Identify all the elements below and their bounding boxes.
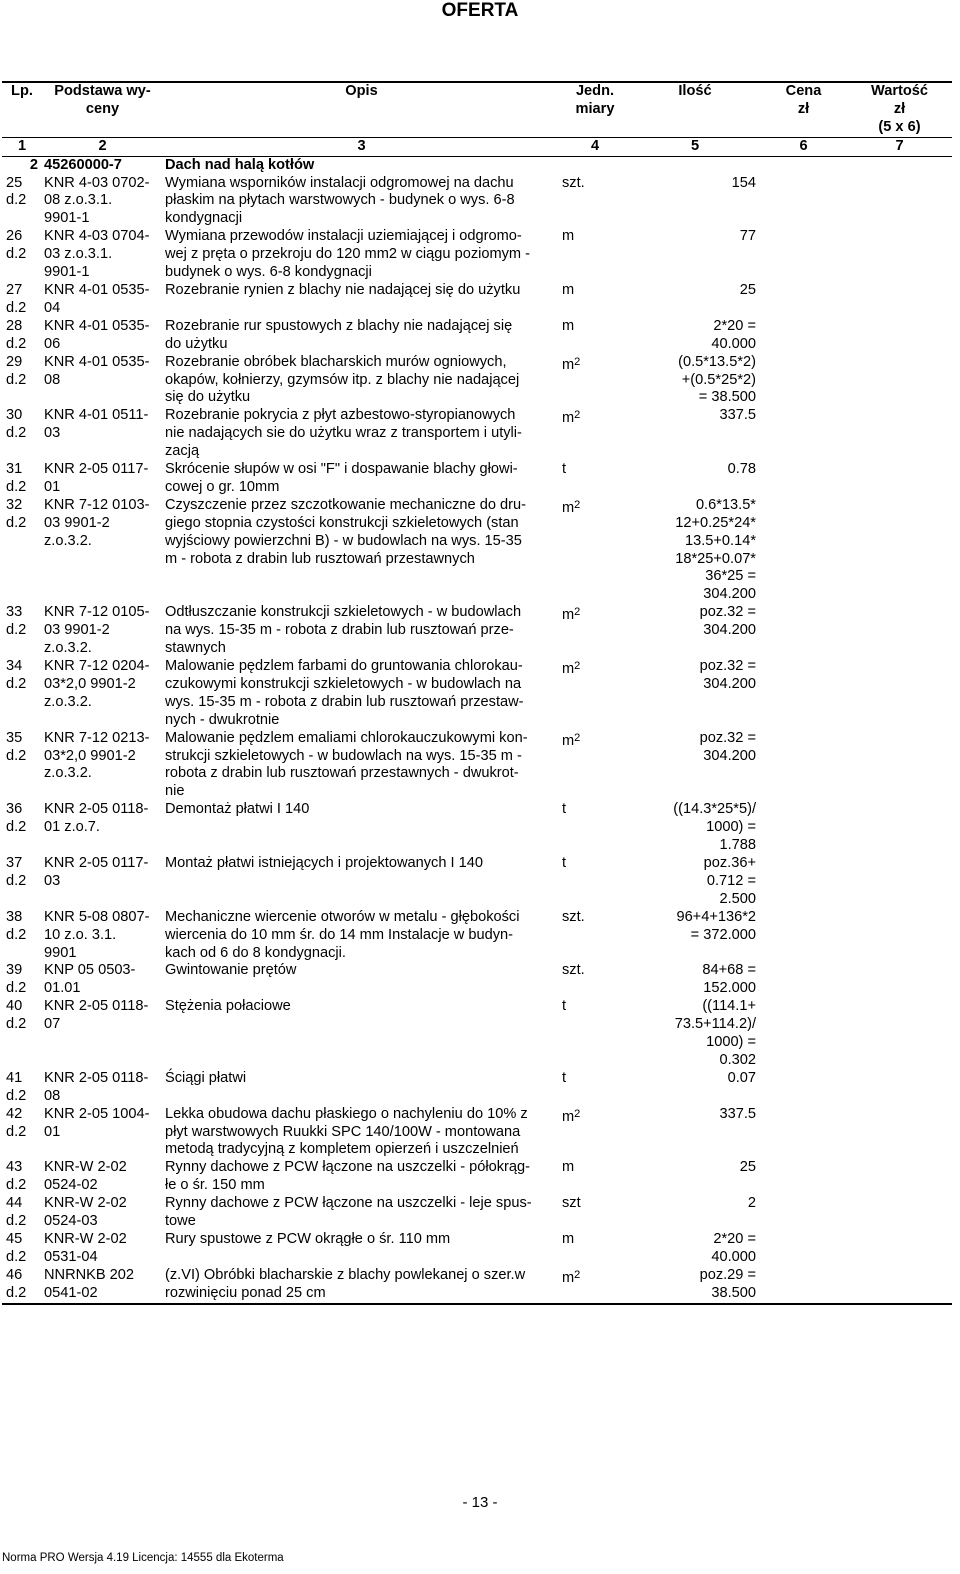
row-value xyxy=(847,497,952,604)
row-description: Gwintowanie prętów xyxy=(165,962,297,979)
row-lp: 27 d.2 xyxy=(6,281,27,316)
header-lp: Lp. xyxy=(2,82,42,137)
row-price xyxy=(760,1231,847,1267)
row-unit: $m^2$ xyxy=(562,606,581,624)
row-description: Odtłuszczanie konstrukcji szkieletowych - w budowlach na wys. 15-35 m - robota z drabin lub rusztowań prze- stawnych xyxy=(165,604,522,657)
row-value xyxy=(847,658,952,730)
row-price xyxy=(760,354,847,408)
header-description: Opis xyxy=(163,82,560,137)
row-value xyxy=(847,604,952,658)
row-price xyxy=(760,497,847,604)
table-row xyxy=(2,962,952,998)
row-base: KNR-W 2-02 0531-04 xyxy=(44,1231,127,1265)
row-quantity: poz.32 = 304.200 xyxy=(699,658,756,692)
row-description: Rury spustowe z PCW okrągłe o śr. 110 mm xyxy=(165,1231,451,1247)
row-lp: 41 d.2 xyxy=(6,1069,27,1104)
row-value xyxy=(847,1159,952,1195)
row-lp: 35 d.2 xyxy=(6,729,27,764)
row-price xyxy=(760,175,847,229)
section-code: 45260000-7 xyxy=(44,156,122,173)
row-unit: t xyxy=(562,998,567,1015)
row-description: Rozebranie obróbek blacharskich murów ogniowych, okapów, kołnierzy, gzymsów itp. z blachy nie nadającej się do użytku xyxy=(165,353,520,406)
table-row xyxy=(2,1195,952,1231)
table-row xyxy=(2,282,952,318)
row-lp: 43 d.2 xyxy=(6,1159,27,1194)
row-lp: 30 d.2 xyxy=(6,407,27,442)
row-lp: 42 d.2 xyxy=(6,1105,27,1140)
table-header-row xyxy=(2,82,952,137)
table-row xyxy=(2,604,952,658)
row-unit: t xyxy=(562,801,567,818)
table-row xyxy=(2,228,952,282)
row-value xyxy=(847,354,952,408)
row-price xyxy=(760,998,847,1070)
row-price xyxy=(760,730,847,802)
page-number: - 13 - xyxy=(462,1494,498,1511)
row-base: KNR 4-03 0704- 03 z.o.3.1. 9901-1 xyxy=(44,228,150,281)
row-unit: $m^2$ xyxy=(562,660,581,677)
row-quantity: 154 xyxy=(731,174,756,191)
row-base: KNR 7-12 0213- 03*2,0 9901-2 z.o.3.2. xyxy=(44,729,150,782)
table-row xyxy=(2,497,952,604)
row-price xyxy=(760,1159,847,1195)
row-lp: 32 d.2 xyxy=(6,496,27,531)
header-unit: Jedn. miary xyxy=(560,82,630,137)
row-lp: 46 d.2 xyxy=(2,1267,42,1304)
row-base: KNR 2-05 0118- 01 z.o.7. xyxy=(44,801,149,836)
row-unit: szt xyxy=(562,1195,581,1212)
row-price xyxy=(760,604,847,658)
row-unit: szt. xyxy=(562,962,585,979)
row-base: KNR 7-12 0105- 03 9901-2 z.o.3.2. xyxy=(44,604,150,657)
row-value xyxy=(847,1195,952,1231)
row-description: Malowanie pędzlem emaliami chlorokauczukowymi kon- strukcji szkieletowych - w budowlach na wys. 15-35 m - robota z drabin lub rusztowań przestawnych - dwukrot- nie xyxy=(165,729,528,800)
row-quantity: 25 xyxy=(739,1159,756,1176)
row-quantity: 0.07 xyxy=(727,1069,756,1086)
row-base: KNR 2-05 0117- 01 xyxy=(44,461,149,495)
row-quantity: 84+68 = 152.000 xyxy=(702,962,756,997)
row-price xyxy=(760,1195,847,1231)
row-value xyxy=(847,407,952,461)
table-row xyxy=(2,998,952,1070)
row-price xyxy=(760,1106,847,1160)
column-number: 4 xyxy=(560,137,630,156)
document-title: OFERTA xyxy=(441,0,519,21)
row-lp: 33 d.2 xyxy=(6,604,27,639)
row-description: Lekka obudowa dachu płaskiego o nachyleniu do 10% z płyt warstwowych Ruukki SPC 140/100W - montowana metodą tradycyjną z kompletem opierzeń i uszczelnień xyxy=(165,1105,528,1158)
column-number: 1 xyxy=(2,137,42,156)
row-price xyxy=(760,461,847,497)
row-description: Rozebranie rynien z blachy nie nadającej się do użytku xyxy=(165,281,521,298)
row-description: Demontaż płatwi I 140 xyxy=(165,801,310,818)
row-description: Wymiana wsporników instalacji odgromowej na dachu płaskim na płytach warstwowych - budynek o wys. 6-8 kondygnacji xyxy=(165,174,515,227)
header-base: Podstawa wy- ceny xyxy=(42,82,163,137)
row-value xyxy=(847,175,952,229)
row-quantity: 2 xyxy=(747,1195,756,1212)
row-value xyxy=(847,855,952,909)
row-quantity: (0.5*13.5*2) +(0.5*25*2) = 38.500 xyxy=(678,353,756,406)
row-quantity: 25 xyxy=(739,281,756,298)
column-number: 2 xyxy=(42,137,163,156)
header-price: Cena zł xyxy=(760,82,847,137)
row-quantity: 337.5 xyxy=(719,407,756,424)
row-quantity: poz.32 = 304.200 xyxy=(699,604,756,639)
row-value xyxy=(847,1231,952,1267)
table-row xyxy=(2,407,952,461)
row-quantity: ((114.1+ 73.5+114.2)/ 1000) = 0.302 xyxy=(674,998,756,1068)
row-lp: 36 d.2 xyxy=(6,801,27,836)
row-value xyxy=(847,730,952,802)
row-description: (z.VI) Obróbki blacharskie z blachy powlekanej o szer.w rozwinięciu ponad 25 cm xyxy=(163,1267,560,1304)
row-unit: $m^2$ xyxy=(562,1107,581,1125)
row-unit: m xyxy=(562,228,575,245)
row-description: Rozebranie rur spustowych z blachy nie nadającej się do użytku xyxy=(165,317,513,352)
table-row xyxy=(2,730,952,802)
row-price xyxy=(760,228,847,282)
row-price xyxy=(760,909,847,963)
row-base: KNR 4-01 0511- 03 xyxy=(44,407,149,442)
row-price xyxy=(760,318,847,354)
row-value xyxy=(847,1070,952,1106)
row-lp: 39 d.2 xyxy=(6,962,27,997)
row-base: KNR 4-01 0535- 06 xyxy=(44,317,150,352)
row-description: Rynny dachowe z PCW łączone na uszczelki - półokrąg- łe o śr. 150 mm xyxy=(165,1159,531,1194)
row-lp: 40 d.2 xyxy=(6,998,27,1033)
row-base: KNR 7-12 0204- 03*2,0 9901-2 z.o.3.2. xyxy=(44,658,150,710)
table-row xyxy=(2,801,952,855)
row-quantity: poz.32 = 304.200 xyxy=(699,729,756,764)
row-unit: t xyxy=(562,461,567,478)
row-value xyxy=(847,228,952,282)
footer-license: Norma PRO Wersja 4.19 Licencja: 14555 dla Ekoterma xyxy=(2,1552,284,1564)
row-unit: $m^2$ xyxy=(560,1267,630,1304)
row-unit: $m^2$ xyxy=(562,498,581,516)
row-price xyxy=(760,658,847,730)
row-quantity: 77 xyxy=(739,228,756,245)
row-quantity: poz.36+ 0.712 = 2.500 xyxy=(703,854,756,907)
row-value xyxy=(847,461,952,497)
row-description: Wymiana przewodów instalacji uziemiającej i odgromo- wej z pręta o przekroju do 120 mm2 w ciągu poziomym - budynek o wys. 6-8 kondygnacji xyxy=(165,228,530,281)
row-unit: szt. xyxy=(562,908,585,925)
row-base: KNR 2-05 0117- 03 xyxy=(44,854,149,889)
row-unit: $m^2$ xyxy=(562,731,581,749)
row-price xyxy=(760,855,847,909)
row-price xyxy=(760,407,847,461)
row-price xyxy=(760,801,847,855)
column-number-row xyxy=(2,137,952,156)
column-number: 5 xyxy=(630,137,760,156)
row-description: Mechaniczne wiercenie otworów w metalu - głębokości wiercenia do 10 mm śr. do 14 mm Instalacje w budyn- kach od 6 do 8 kondygnacji. xyxy=(165,908,520,961)
section-title: Dach nad halą kotłów xyxy=(165,156,315,173)
table-row xyxy=(2,461,952,497)
row-base: KNR 5-08 0807- 10 z.o. 3.1. 9901 xyxy=(44,908,150,961)
row-base: KNR-W 2-02 0524-03 xyxy=(44,1195,127,1230)
row-base: KNR 2-05 0118- 08 xyxy=(44,1069,149,1104)
row-base: KNP 05 0503- 01.01 xyxy=(44,962,136,997)
table-row xyxy=(2,318,952,354)
row-description: Rozebranie pokrycia z płyt azbestowo-styropianowych nie nadających sie do użytku wraz z transportem i utyli- zacją xyxy=(165,407,522,460)
row-price xyxy=(760,1267,847,1304)
row-base: KNR 4-01 0535- 04 xyxy=(44,281,150,316)
column-number: 6 xyxy=(760,137,847,156)
row-value xyxy=(847,998,952,1070)
row-lp: 38 d.2 xyxy=(6,908,27,943)
row-lp: 28 d.2 xyxy=(6,317,27,352)
column-number: 7 xyxy=(847,137,952,156)
row-value xyxy=(847,801,952,855)
row-quantity: 2*20 = 40.000 xyxy=(711,1231,756,1265)
row-unit: $m^2$ xyxy=(562,355,581,373)
row-description: Ściągi płatwi xyxy=(165,1069,247,1086)
row-unit: $m^2$ xyxy=(562,409,581,427)
offer-table xyxy=(2,81,952,1305)
row-lp: 45 d.2 xyxy=(6,1231,27,1265)
row-lp: 31 d.2 xyxy=(6,461,27,495)
row-value xyxy=(847,1106,952,1160)
row-unit: szt. xyxy=(562,174,585,191)
row-quantity: 96+4+136*2 = 372.000 xyxy=(676,908,756,943)
row-value xyxy=(847,962,952,998)
table-row xyxy=(2,855,952,909)
row-quantity: 0.78 xyxy=(727,461,756,478)
row-value xyxy=(847,282,952,318)
section-row xyxy=(2,156,952,174)
row-base: KNR 4-03 0702- 08 z.o.3.1. 9901-1 xyxy=(44,174,150,227)
row-quantity: ((14.3*25*5)/ 1000) = 1.788 xyxy=(673,801,756,854)
table-row xyxy=(2,658,952,730)
row-quantity: 0.6*13.5* 12+0.25*24* 13.5+0.14* 18*25+0.07* 36*25 = 304.200 xyxy=(675,496,756,603)
table-row xyxy=(2,1070,952,1106)
row-lp: 29 d.2 xyxy=(6,353,27,388)
row-price xyxy=(760,1070,847,1106)
row-base: KNR-W 2-02 0524-02 xyxy=(44,1159,127,1194)
row-quantity: 2*20 = 40.000 xyxy=(711,317,756,352)
row-unit: m xyxy=(562,1231,575,1247)
row-lp: 25 d.2 xyxy=(6,174,27,209)
table-row xyxy=(2,354,952,408)
row-base: KNR 7-12 0103- 03 9901-2 z.o.3.2. xyxy=(44,496,150,549)
row-unit: t xyxy=(562,1069,567,1086)
column-number: 3 xyxy=(163,137,560,156)
row-unit: t xyxy=(562,854,567,871)
header-value: Wartość zł (5 x 6) xyxy=(847,82,952,137)
row-lp: 37 d.2 xyxy=(6,854,27,889)
row-description: Rynny dachowe z PCW łączone na uszczelki - leje spus- towe xyxy=(165,1195,532,1230)
table-row xyxy=(2,175,952,229)
table-row xyxy=(2,1106,952,1160)
section-lp: 2 xyxy=(29,156,38,173)
row-price xyxy=(760,962,847,998)
row-description: Malowanie pędzlem farbami do gruntowania chlorokau- czukowymi konstrukcji szkieletowych - w budowlach na wys. 15-35 m - robota z drabin lub rusztowań przestaw- nych - dwukrotnie xyxy=(165,658,524,728)
table-row xyxy=(2,1231,952,1267)
table-row xyxy=(2,1267,952,1304)
row-description: Czyszczenie przez szczotkowanie mechaniczne do dru- giego stopnia czystości konstrukcji szkieletowych (stan wyjściowy powierzchni B) - w budowlach na wys. 15-35 m - robota z drabin lub rusztowań przestawnych xyxy=(165,496,526,567)
row-unit: m xyxy=(562,1159,575,1176)
row-price xyxy=(760,282,847,318)
row-description: Skrócenie słupów w osi "F" i dospawanie blachy głowi- cowej o gr. 10mm xyxy=(165,461,518,495)
row-description: Stężenia połaciowe xyxy=(165,998,291,1015)
row-unit: m xyxy=(562,281,575,298)
row-base: KNR 2-05 0118- 07 xyxy=(44,998,149,1033)
table-row xyxy=(2,909,952,963)
row-lp: 44 d.2 xyxy=(6,1195,27,1230)
row-value xyxy=(847,318,952,354)
row-value xyxy=(847,1267,952,1304)
row-unit: m xyxy=(562,317,575,334)
row-lp: 34 d.2 xyxy=(6,658,27,692)
row-base: NNRNKB 202 0541-02 xyxy=(42,1267,163,1304)
row-value xyxy=(847,909,952,963)
row-base: KNR 2-05 1004- 01 xyxy=(44,1105,150,1140)
row-description: Montaż płatwi istniejących i projektowanych I 140 xyxy=(165,854,483,871)
row-lp: 26 d.2 xyxy=(6,228,27,263)
header-quantity: Ilość xyxy=(630,82,760,137)
row-base: KNR 4-01 0535- 08 xyxy=(44,353,150,388)
table-row xyxy=(2,1159,952,1195)
row-quantity: 337.5 xyxy=(719,1105,756,1122)
row-quantity: poz.29 = 38.500 xyxy=(630,1267,760,1304)
